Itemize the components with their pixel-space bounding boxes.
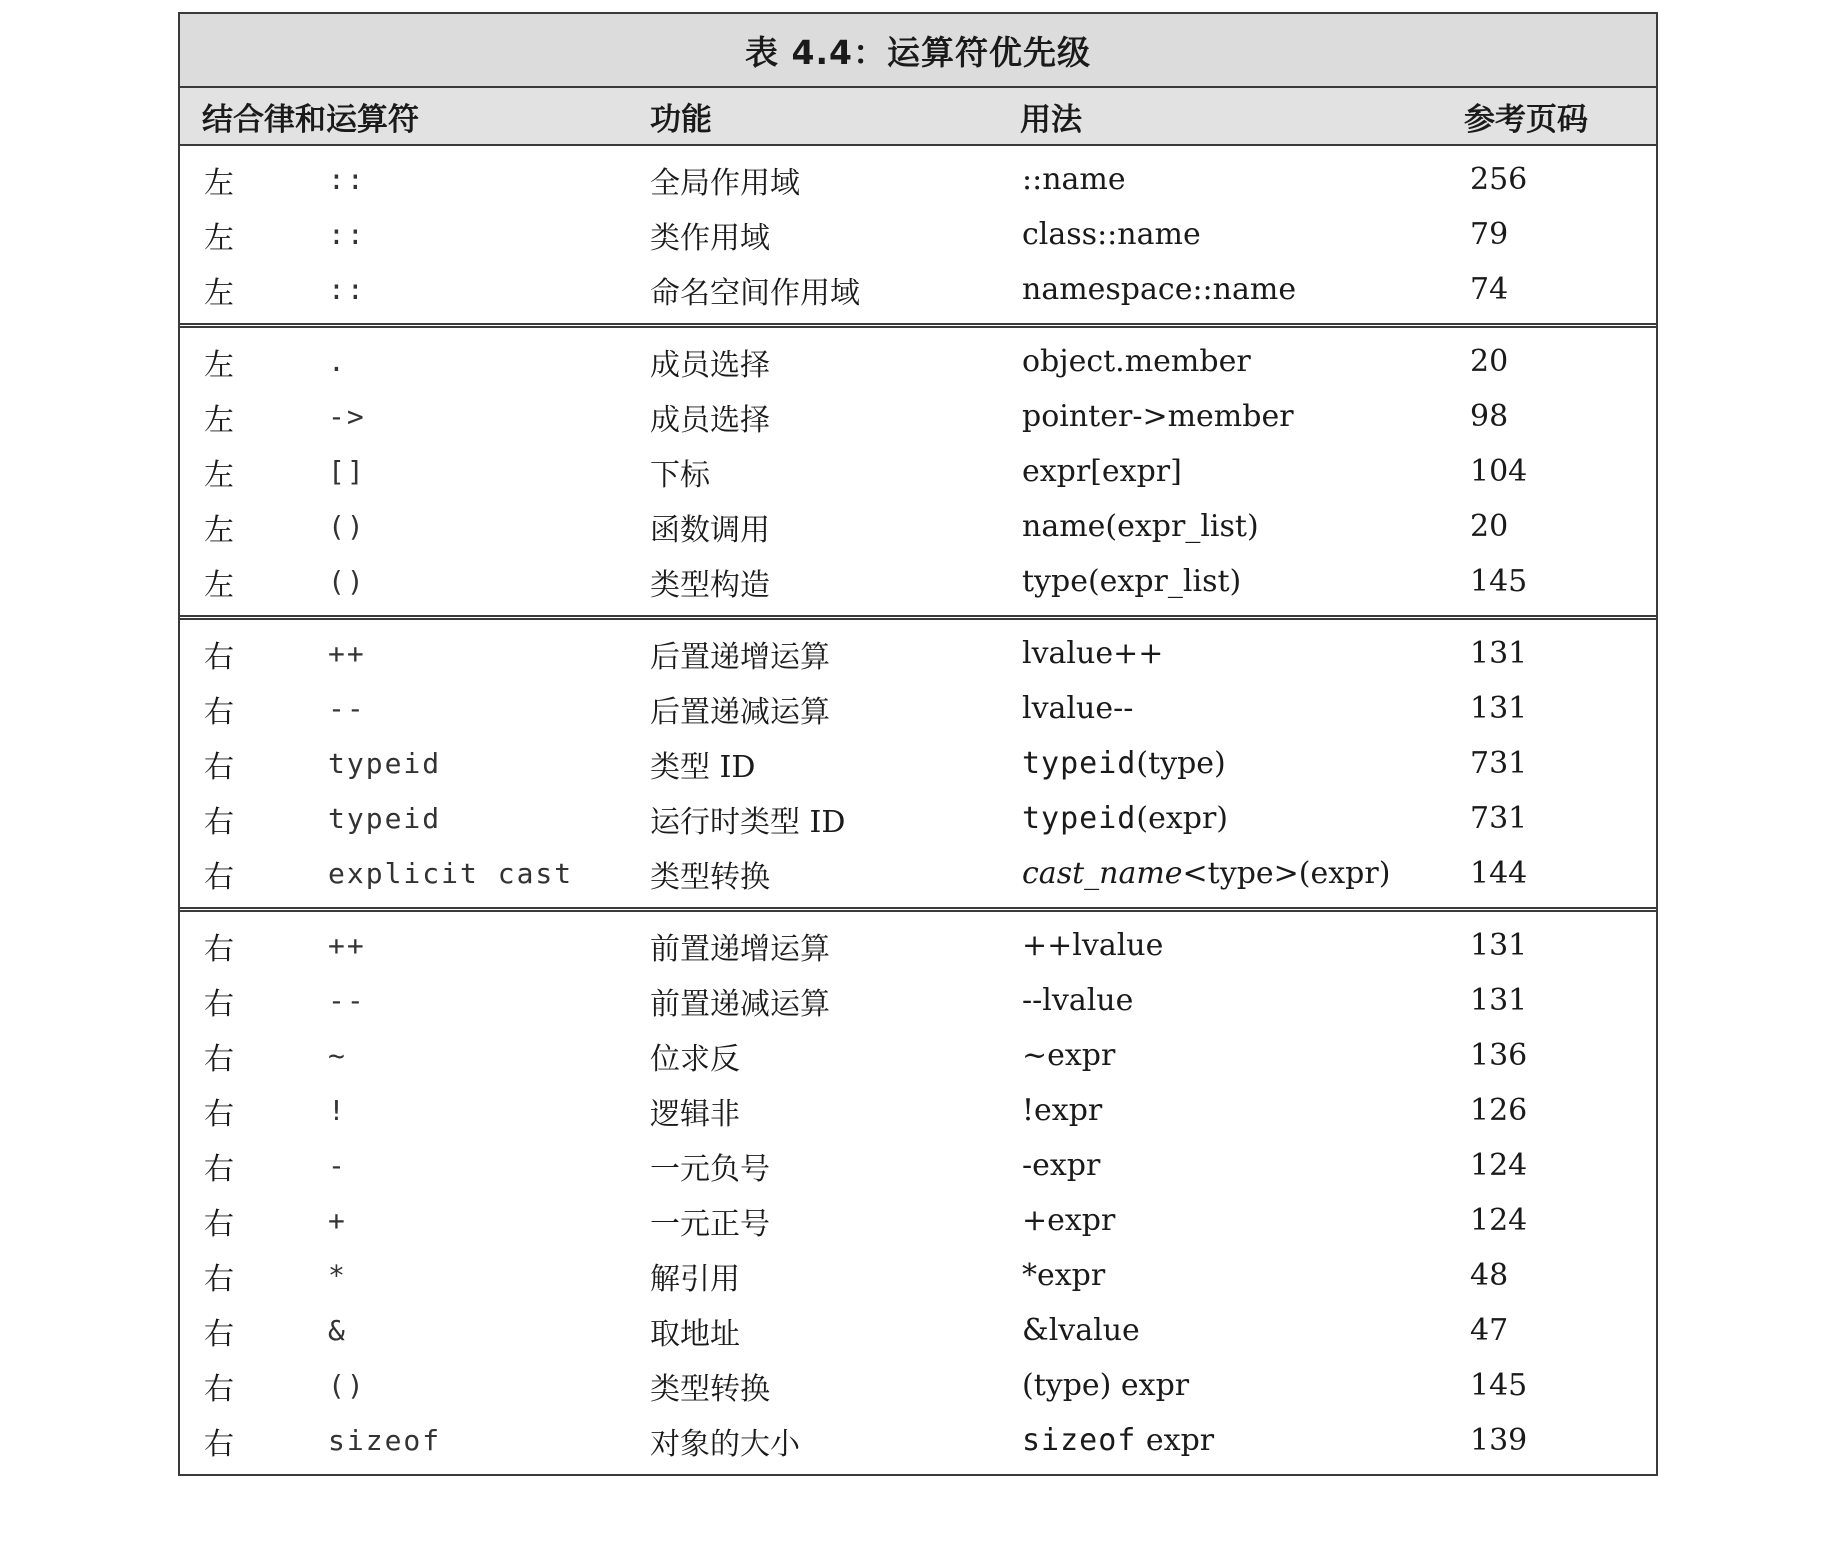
- function-cell: 解引用: [650, 1261, 740, 1297]
- usage-rest: expr: [1136, 1423, 1215, 1458]
- usage-cell: type(expr_list): [1022, 564, 1242, 599]
- usage-cell: namespace::name: [1022, 272, 1297, 307]
- table-row: [180, 1303, 1656, 1358]
- operator-cell: ~: [328, 1039, 347, 1072]
- operator-cell: ++: [328, 929, 366, 962]
- table-row: [180, 1083, 1656, 1138]
- page-cell: 131: [1470, 928, 1528, 963]
- page-cell: 126: [1470, 1093, 1528, 1128]
- usage-cell: --lvalue: [1022, 983, 1134, 1018]
- usage-cell: -expr: [1022, 1148, 1101, 1183]
- usage-cell: lvalue--: [1022, 691, 1134, 726]
- usage-italic: cast_name: [1022, 856, 1183, 891]
- assoc-cell: 右: [204, 1316, 234, 1352]
- table-row: [180, 1138, 1656, 1193]
- operator-cell: --: [328, 984, 366, 1017]
- page-cell: 104: [1470, 454, 1528, 489]
- table-row: [180, 499, 1656, 554]
- table-title: 表 4.4：运算符优先级: [180, 14, 1656, 88]
- usage-cell: pointer->member: [1022, 399, 1294, 434]
- table-header-row: [180, 88, 1656, 146]
- table-group: [180, 620, 1656, 912]
- assoc-cell: 右: [204, 804, 234, 840]
- usage-code: typeid: [1022, 801, 1137, 836]
- usage-cell: &lvalue: [1022, 1313, 1140, 1348]
- operator-cell: (): [328, 510, 366, 543]
- usage-cell: object.member: [1022, 344, 1251, 379]
- function-cell: 逻辑非: [650, 1096, 740, 1132]
- operator-cell: --: [328, 692, 366, 725]
- table-row: [180, 334, 1656, 389]
- usage-cell: class::name: [1022, 217, 1201, 252]
- page-cell: 131: [1470, 691, 1528, 726]
- table-row: [180, 1028, 1656, 1083]
- function-cell: 成员选择: [650, 347, 770, 383]
- header-page: 参考页码: [1464, 101, 1588, 138]
- operator-cell: *: [328, 1259, 347, 1292]
- page-cell: 731: [1470, 801, 1528, 836]
- page-cell: 47: [1470, 1313, 1509, 1348]
- table-row: [180, 791, 1656, 846]
- operator-cell: +: [328, 1204, 347, 1237]
- usage-rest: (type): [1136, 746, 1226, 781]
- header-usage: 用法: [1020, 101, 1082, 138]
- function-cell: 类型 ID: [650, 749, 756, 785]
- assoc-cell: 右: [204, 931, 234, 967]
- assoc-cell: 右: [204, 859, 234, 895]
- function-cell: 类作用域: [650, 220, 770, 256]
- page-cell: 74: [1470, 272, 1509, 307]
- assoc-cell: 右: [204, 1041, 234, 1077]
- usage-cell: [1022, 856, 1390, 891]
- function-cell: 成员选择: [650, 402, 770, 438]
- function-cell: 后置递减运算: [650, 694, 830, 730]
- operator-cell: (): [328, 565, 366, 598]
- table-row: [180, 207, 1656, 262]
- page-cell: 145: [1470, 564, 1528, 599]
- assoc-cell: 左: [204, 165, 234, 201]
- function-cell: 运行时类型 ID: [650, 804, 846, 840]
- function-cell: 前置递增运算: [650, 931, 830, 967]
- usage-cell: [1022, 801, 1228, 836]
- operator-cell: ->: [328, 400, 366, 433]
- page-cell: 144: [1470, 856, 1528, 891]
- page-cell: 20: [1470, 509, 1509, 544]
- usage-cell: ::name: [1022, 162, 1126, 197]
- function-cell: 类型构造: [650, 567, 770, 603]
- assoc-cell: 右: [204, 1151, 234, 1187]
- page-cell: 124: [1470, 1203, 1528, 1238]
- operator-cell: !: [328, 1094, 347, 1127]
- operator-cell: sizeof: [328, 1424, 442, 1457]
- operator-cell: ::: [328, 218, 366, 251]
- page-cell: 131: [1470, 983, 1528, 1018]
- operator-cell: (): [328, 1369, 366, 1402]
- header-assoc-op: 结合律和运算符: [202, 101, 419, 138]
- assoc-cell: 右: [204, 1371, 234, 1407]
- function-cell: 全局作用域: [650, 165, 800, 201]
- assoc-cell: 左: [204, 457, 234, 493]
- operator-cell: typeid: [328, 747, 442, 780]
- function-cell: 位求反: [650, 1041, 740, 1077]
- function-cell: 后置递增运算: [650, 639, 830, 675]
- table-row: [180, 262, 1656, 317]
- assoc-cell: 右: [204, 1261, 234, 1297]
- table-group: [180, 912, 1656, 1474]
- assoc-cell: 右: [204, 1096, 234, 1132]
- usage-cell: (type) expr: [1022, 1368, 1190, 1403]
- table-row: [180, 152, 1656, 207]
- assoc-cell: 左: [204, 567, 234, 603]
- function-cell: 前置递减运算: [650, 986, 830, 1022]
- table-row: [180, 626, 1656, 681]
- page-cell: 124: [1470, 1148, 1528, 1183]
- operator-cell: explicit cast: [328, 857, 574, 890]
- operator-cell: .: [328, 345, 347, 378]
- operator-cell: ::: [328, 273, 366, 306]
- function-cell: 对象的大小: [650, 1426, 800, 1462]
- table-row: [180, 444, 1656, 499]
- function-cell: 函数调用: [650, 512, 770, 548]
- operator-cell: &: [328, 1314, 347, 1347]
- page-cell: 98: [1470, 399, 1509, 434]
- assoc-cell: 左: [204, 347, 234, 383]
- page-cell: 136: [1470, 1038, 1528, 1073]
- page-cell: 48: [1470, 1258, 1509, 1293]
- assoc-cell: 右: [204, 1426, 234, 1462]
- table-row: [180, 918, 1656, 973]
- page-cell: 139: [1470, 1423, 1528, 1458]
- table-row: [180, 1413, 1656, 1468]
- page-cell: 145: [1470, 1368, 1528, 1403]
- table-row: [180, 736, 1656, 791]
- header-function: 功能: [650, 101, 712, 138]
- operator-cell: typeid: [328, 802, 442, 835]
- table-row: [180, 389, 1656, 444]
- usage-cell: lvalue++: [1022, 636, 1164, 671]
- usage-cell: +expr: [1022, 1203, 1116, 1238]
- page-cell: 79: [1470, 217, 1509, 252]
- assoc-cell: 左: [204, 275, 234, 311]
- operator-precedence-table: [178, 12, 1658, 1476]
- operator-cell: ++: [328, 637, 366, 670]
- operator-cell: []: [328, 455, 366, 488]
- function-cell: 下标: [650, 457, 710, 493]
- assoc-cell: 右: [204, 986, 234, 1022]
- operator-cell: -: [328, 1149, 347, 1182]
- usage-code: typeid: [1022, 746, 1137, 781]
- assoc-cell: 左: [204, 512, 234, 548]
- function-cell: 一元正号: [650, 1206, 770, 1242]
- function-cell: 命名空间作用域: [650, 275, 860, 311]
- page-cell: 731: [1470, 746, 1528, 781]
- usage-code: sizeof: [1022, 1423, 1137, 1458]
- table-group: [180, 146, 1656, 328]
- assoc-cell: 右: [204, 639, 234, 675]
- table-row: [180, 846, 1656, 901]
- function-cell: 一元负号: [650, 1151, 770, 1187]
- usage-cell: expr[expr]: [1022, 454, 1182, 489]
- usage-cell: [1022, 746, 1226, 781]
- assoc-cell: 右: [204, 749, 234, 785]
- table-row: [180, 1193, 1656, 1248]
- usage-rest: (expr): [1136, 801, 1229, 836]
- assoc-cell: 右: [204, 694, 234, 730]
- table-row: [180, 681, 1656, 736]
- assoc-cell: 右: [204, 1206, 234, 1242]
- table-row: [180, 973, 1656, 1028]
- usage-cell: [1022, 1423, 1214, 1458]
- page-cell: 20: [1470, 344, 1509, 379]
- page-cell: 256: [1470, 162, 1528, 197]
- table-row: [180, 554, 1656, 609]
- table-row: [180, 1248, 1656, 1303]
- usage-cell: ++lvalue: [1022, 928, 1164, 963]
- operator-cell: ::: [328, 163, 366, 196]
- table-body: [180, 146, 1656, 1474]
- usage-cell: ~expr: [1022, 1038, 1116, 1073]
- function-cell: 类型转换: [650, 859, 770, 895]
- usage-cell: !expr: [1022, 1093, 1103, 1128]
- function-cell: 取地址: [650, 1316, 740, 1352]
- function-cell: 类型转换: [650, 1371, 770, 1407]
- table-row: [180, 1358, 1656, 1413]
- page-cell: 131: [1470, 636, 1528, 671]
- usage-cell: name(expr_list): [1022, 509, 1259, 544]
- usage-cell: *expr: [1022, 1258, 1106, 1293]
- assoc-cell: 左: [204, 402, 234, 438]
- table-group: [180, 328, 1656, 620]
- usage-rest: <type>(expr): [1182, 856, 1391, 891]
- assoc-cell: 左: [204, 220, 234, 256]
